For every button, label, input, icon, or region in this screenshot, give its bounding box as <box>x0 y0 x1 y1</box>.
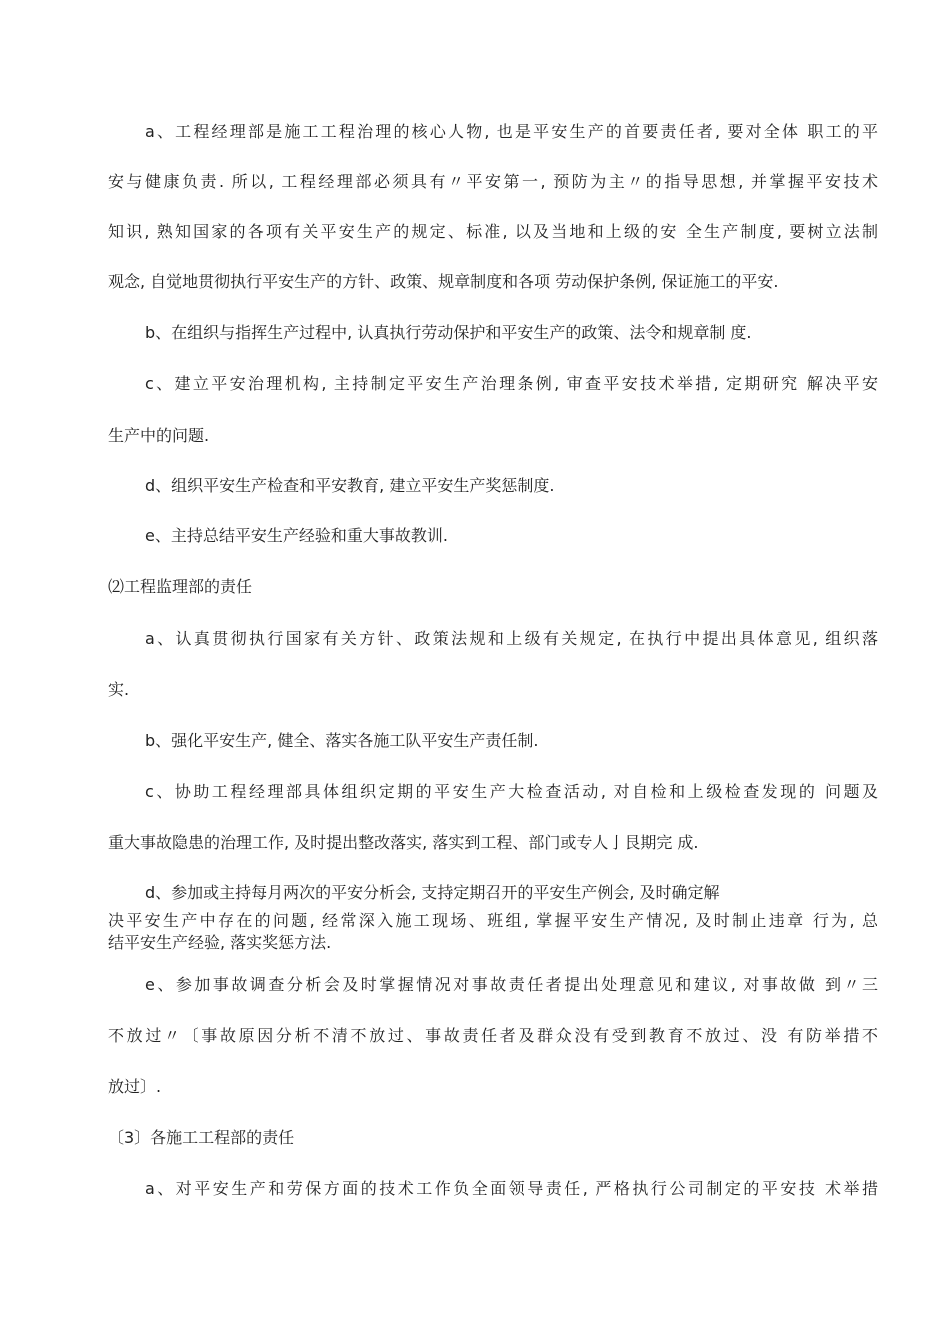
section2-paragraph-d-line-3: 结平安生产经验, 落实奖惩方法. <box>108 933 332 952</box>
paragraph-e-line-1: e、主持总结平安生产经验和重大事故教训. <box>145 526 448 545</box>
section2-paragraph-e-line-3: 放过〕. <box>108 1077 162 1096</box>
paragraph-a-line-2: 安与健康负责. 所以, 工程经理部必须具有〃平安第一, 预防为主〃的指导思想, 并掌握平安技术 <box>108 172 878 191</box>
section-heading-3: 〔3〕各施工工程部的责任 <box>108 1128 295 1147</box>
paragraph-a-line-1: a、工程经理部是施工工程治理的核心人物, 也是平安生产的首要责任者, 要对全体 职工的平 <box>145 122 878 141</box>
section2-paragraph-a-line-1: a、认真贯彻执行国家有关方针、政策法规和上级有关规定, 在执行中提出具体意见, 组织落 <box>145 629 878 648</box>
section2-paragraph-e-line-2: 不放过〃〔事故原因分析不清不放过、事故责任者及群众没有受到教育不放过、没 有防举措不 <box>108 1026 878 1045</box>
paragraph-c-line-2: 生产中的问题. <box>108 426 210 445</box>
section-heading-2: ⑵工程监理部的责任 <box>108 577 253 596</box>
section2-paragraph-b-line-1: b、强化平安生产, 健全、落实各施工队平安生产责任制. <box>145 731 539 750</box>
paragraph-d-line-1: d、组织平安生产检查和平安教育, 建立平安生产奖惩制度. <box>145 476 555 495</box>
section2-paragraph-c-line-2: 重大事故隐患的治理工作, 及时提出整改落实, 落实到工程、部门或专人亅艮期完 成. <box>108 833 699 852</box>
section2-paragraph-d-line-2: 决平安生产中存在的问题, 经常深入施工现场、班组, 掌握平安生产情况, 及时制止违章 行为, 总 <box>108 911 878 930</box>
section2-paragraph-d-line-1: d、参加或主持每月两次的平安分析会, 支持定期召开的平安生产例会, 及时确定解 <box>145 883 720 902</box>
paragraph-b-line-1: b、在组织与指挥生产过程中, 认真执行劳动保护和平安生产的政策、法令和规章制 度. <box>145 323 752 342</box>
paragraph-a-line-4: 观念, 自觉地贯彻执行平安生产的方针、政策、规章制度和各项 劳动保护条例, 保证施工的平安. <box>108 272 779 291</box>
section2-paragraph-c-line-1: c、协助工程经理部具体组织定期的平安生产大检查活动, 对自检和上级检查发现的 问题及 <box>145 782 878 801</box>
paragraph-a-line-3: 知识, 熟知国家的各项有关平安生产的规定、标准, 以及当地和上级的安 全生产制度, 要树立法制 <box>108 222 878 241</box>
section2-paragraph-e-line-1: e、参加事故调查分析会及时掌握情况对事故责任者提出处理意见和建议, 对事故做 到〃三 <box>145 975 878 994</box>
section2-paragraph-a-line-2: 实. <box>108 680 130 699</box>
paragraph-c-line-1: c、建立平安治理机构, 主持制定平安生产治理条例, 审查平安技术举措, 定期研究 解决平安 <box>145 374 878 393</box>
section3-paragraph-a-line-1: a、对平安生产和劳保方面的技术工作负全面领导责任, 严格执行公司制定的平安技 术举措 <box>145 1179 878 1198</box>
